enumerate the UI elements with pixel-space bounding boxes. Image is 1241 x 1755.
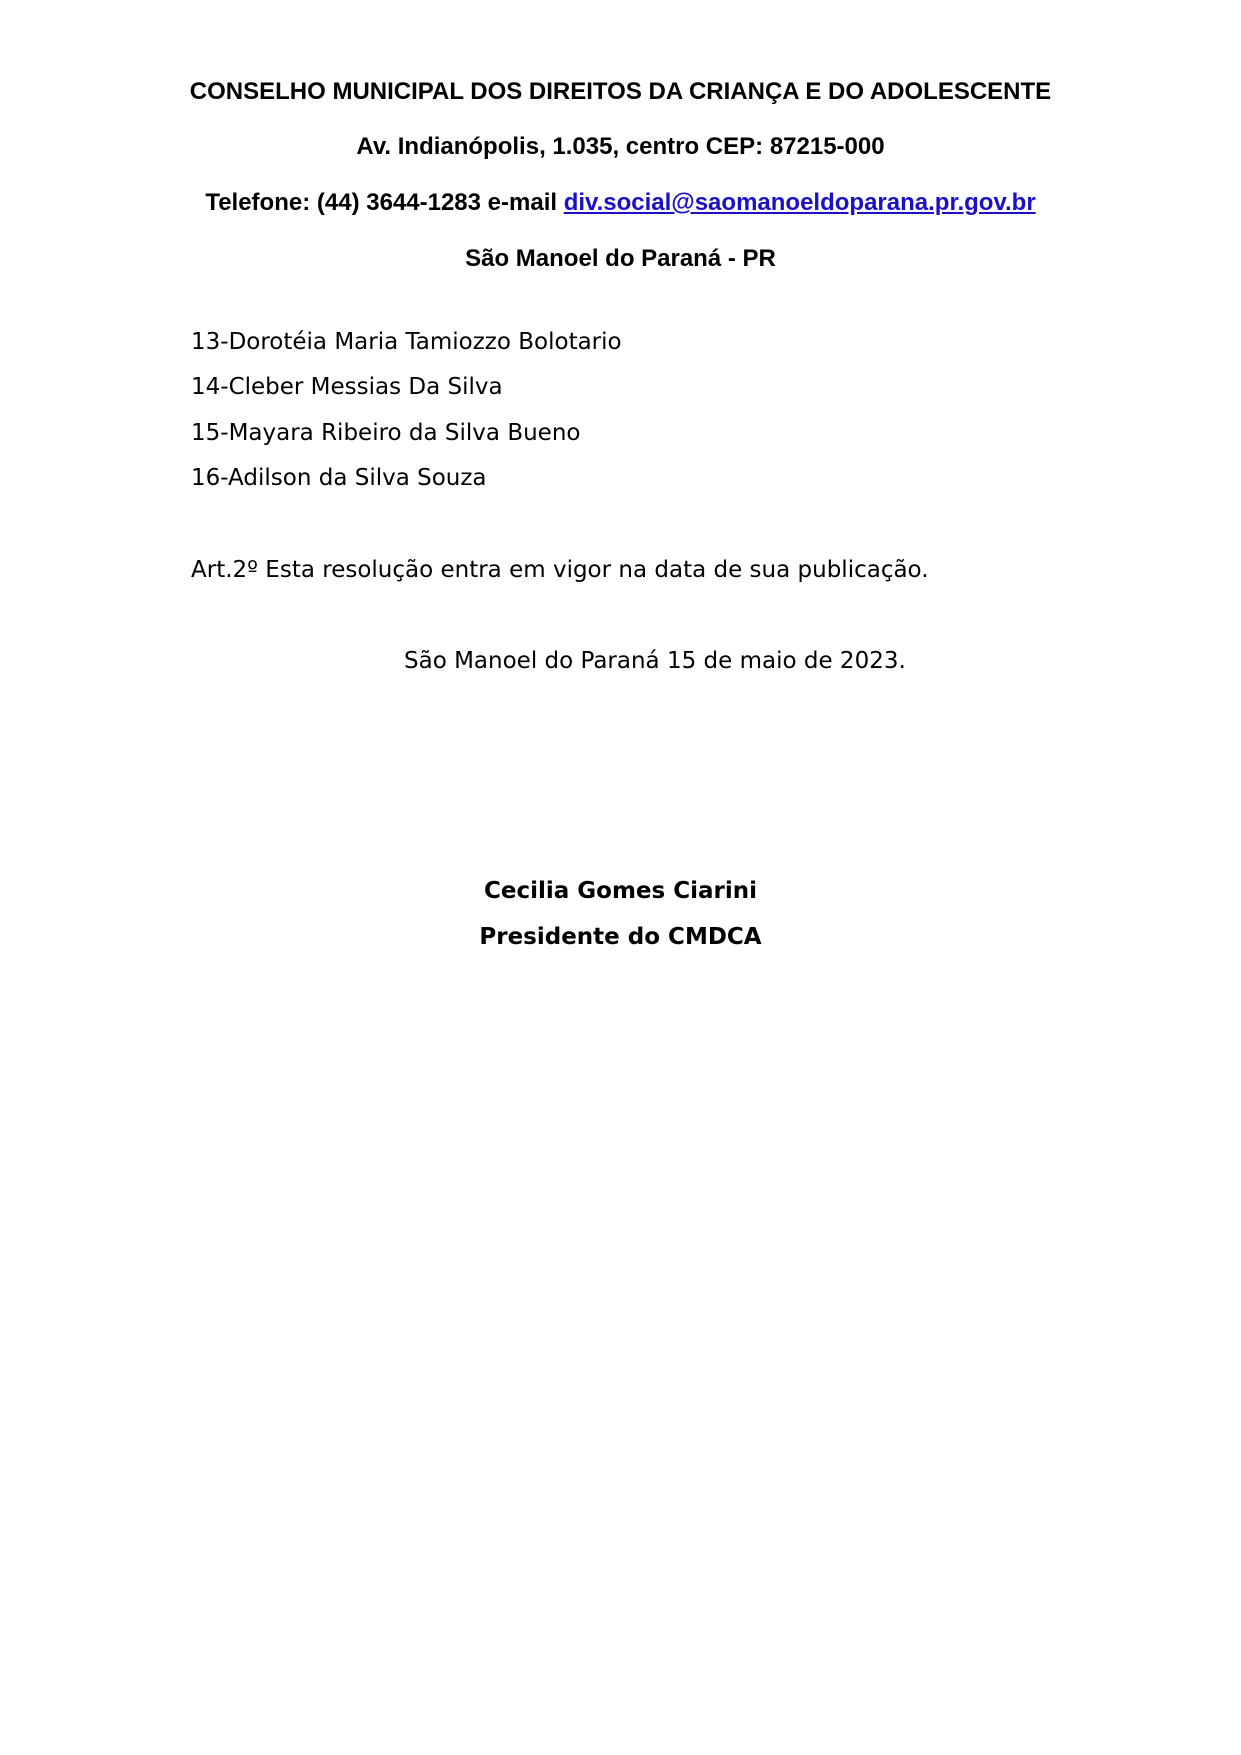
email-link[interactable]: div.social@saomanoeldoparana.pr.gov.br — [563, 189, 1036, 216]
contact-line — [0, 188, 1241, 218]
council-name-heading: CONSELHO MUNICIPAL DOS DIREITOS DA CRIANÇA E DO ADOLESCENTE — [189, 78, 1052, 105]
address-line: Av. Indianópolis, 1.035, centro CEP: 87215-000 — [356, 133, 885, 160]
signatory-name: Cecilia Gomes Ciarini — [483, 878, 757, 904]
place-date-line: São Manoel do Paraná 15 de maio de 2023. — [404, 648, 906, 674]
city-state-line: São Manoel do Paraná - PR — [465, 245, 776, 272]
member-list-item: 13-Dorotéia Maria Tamiozzo Bolotario — [191, 329, 622, 355]
member-list-item: 16-Adilson da Silva Souza — [191, 465, 487, 491]
phone-label: Telefone: (44) 3644-1283 e-mail — [205, 189, 564, 216]
member-list-item: 14-Cleber Messias Da Silva — [191, 374, 503, 400]
signatory-title: Presidente do CMDCA — [479, 924, 762, 950]
member-list-item: 15-Mayara Ribeiro da Silva Bueno — [191, 420, 581, 446]
article-paragraph: Art.2º Esta resolução entra em vigor na data de sua publicação. — [191, 557, 929, 583]
